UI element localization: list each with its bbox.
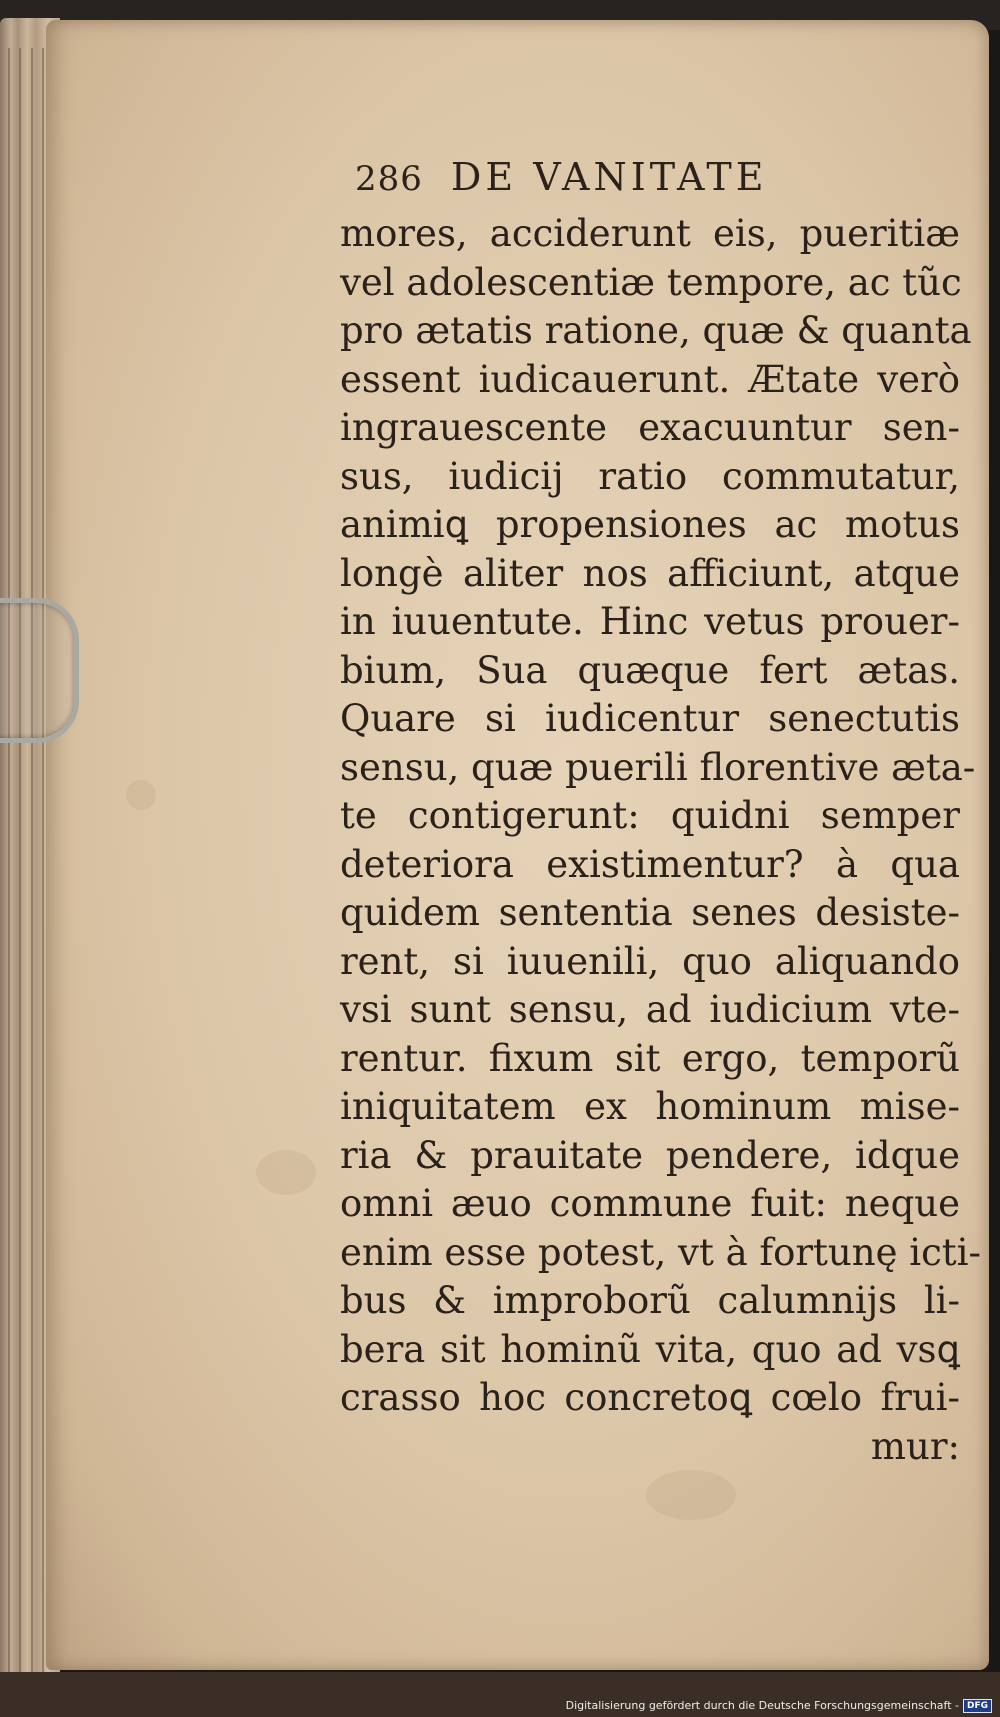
text-line: vsi sunt sensu, ad iudicium vte- [340, 988, 960, 1031]
text-line: bera sit hominũ vita, quo ad vsꝗ [340, 1327, 960, 1371]
page-number: 286 [355, 159, 423, 199]
page-edge-line [8, 48, 10, 1688]
text-line: sus, iudicij ratio commutatur, [340, 454, 960, 498]
text-line: omni æuo commune fuit: neque [340, 1182, 960, 1225]
text-line: essent iudicauerunt. Ætate verò [340, 357, 960, 401]
digitization-credit [566, 1698, 992, 1714]
page-edge-line [19, 48, 21, 1688]
text-line: bus & improborũ calumnijs li- [340, 1279, 960, 1322]
body-text [340, 210, 981, 1471]
text-line: crasso hoc concretoꝗ cœlo frui- [340, 1376, 960, 1419]
text-line: Quare si iudicentur senectutis [340, 697, 960, 740]
text-line: longè aliter nos afficiunt, atque [340, 551, 960, 595]
text-line: iniquitatem ex hominum mise- [340, 1085, 960, 1128]
page-edge-line [42, 48, 44, 1688]
paper-stain [256, 1150, 316, 1195]
text-line: in iuuentute. Hinc vetus prouer- [340, 600, 960, 643]
text-line: te contigerunt: quidni semper [340, 794, 960, 837]
dfg-logo-icon: DFG [963, 1699, 992, 1713]
text-line: deteriora existimentur? à qua [340, 842, 960, 886]
text-line: mores, acciderunt eis, pueritiæ [340, 212, 960, 255]
text-line: enim esse potest, vt à fortunę icti- [340, 1230, 981, 1274]
text-line: rentur. fixum sit ergo, temporũ [340, 1036, 960, 1080]
paper-stain [126, 780, 156, 810]
text-line: pro ætatis ratione, quæ & quanta [340, 309, 972, 352]
running-head [355, 155, 875, 199]
credit-text: Digitalisierung gefördert durch die Deutsche Forschungsgemeinschaft - [565, 1699, 959, 1712]
running-title: DE VANITATE [450, 155, 768, 199]
paper-stain [646, 1470, 736, 1520]
text-line: quidem sententia senes desiste- [340, 891, 960, 934]
text-line: animiꝗ propensiones ac motus [340, 503, 960, 546]
catchword: mur: [870, 1424, 960, 1468]
text-line: vel adolescentiæ tempore, ac tũc [340, 260, 962, 304]
text-line: bium, Sua quæque fert ætas. [340, 648, 960, 692]
text-line: rent, si iuuenili, quo aliquando [340, 939, 960, 983]
book-clasp-ring [0, 598, 79, 743]
text-line: sensu, quæ puerili florentive æta- [340, 745, 976, 789]
text-line: ingrauescente exacuuntur sen- [340, 406, 960, 449]
page-edge-line [31, 48, 33, 1688]
text-line: ria & prauitate pendere, idque [340, 1133, 960, 1177]
